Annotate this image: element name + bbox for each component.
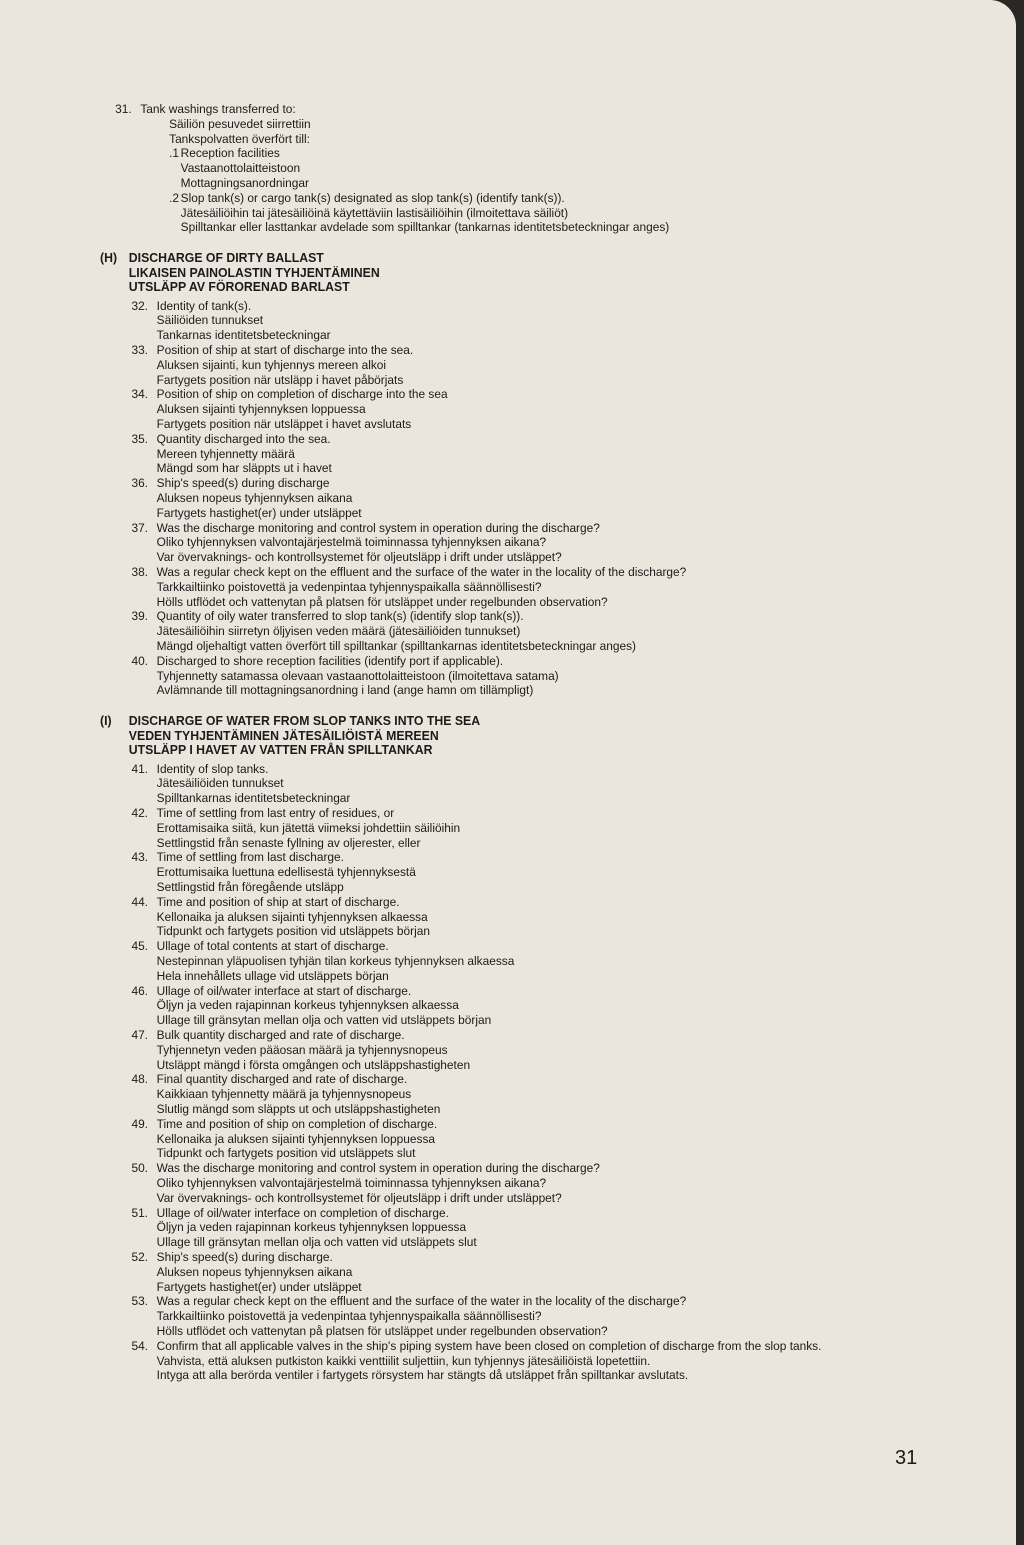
subitem-2 [169,191,858,235]
entry-line-fi: Säiliön pesuvedet siirrettiin [169,116,311,131]
entry-line-fi: Tarkkailtiinko poistovettä ja vedenpintaa tyhjennyspaikalla säännöllisesti? [156,579,542,594]
entry-line-fi: Mereen tyhjennetty määrä [156,446,295,461]
entry-line-en: Position of ship on completion of discharge into the sea [156,387,448,402]
entry-line-sv: Ullage till gränsytan mellan olja och vatten vid utsläppets början [156,1013,492,1028]
entry-item [129,984,859,1028]
entry-item [129,939,859,983]
entry-line-sv: Var övervaknings- och kontrollsystemet för oljeutsläpp i drift under utsläppet? [156,1190,562,1205]
entry-item [129,565,859,609]
entry-line-fi: Jätesäiliöiden tunnukset [156,776,284,791]
entry-line-sv: Tidpunkt och fartygets position vid utsläppets början [156,924,430,939]
entry-line-sv: Avlämnande till mottagningsanordning i land (ange hamn om tillämpligt) [156,683,534,698]
entry-line-fi: Vahvista, että aluksen putkiston kaikki venttiilit suljettiin, kun tyhjennys jätesäiliöistä lopetettiin. [156,1353,651,1368]
entry-item [129,895,859,939]
entry-line-sv: Fartygets position när utsläppet i havet avslutats [156,417,412,432]
subitem-line-fi: Vastaanottolaitteistoon [180,161,301,176]
entry-line-sv: Tankarnas identitetsbeteckningar [156,328,331,343]
entry-number: 35. [131,431,148,446]
section-title-en: DISCHARGE OF DIRTY BALLAST [128,250,324,266]
entry-item [129,1117,859,1161]
subitem-line-fi: Jätesäiliöihin tai jätesäiliöinä käytettäviin lastisäiliöihin (ilmoitettava säiliöt) [180,205,569,220]
entry-line-en: Identity of slop tanks. [156,761,269,776]
entry-line-fi: Tyhjennetyn veden pääosan määrä ja tyhjennysnopeus [156,1042,448,1057]
entry-line-sv: Fartygets hastighet(er) under utsläppet [156,1279,362,1294]
entry-number: 34. [131,387,148,402]
entry-line-fi: Säiliöiden tunnukset [156,313,264,328]
entry-line-fi: Oliko tyhjennyksen valvontajärjestelmä toiminnassa tyhjennyksen aikana? [156,1176,547,1190]
entry-line-en: Was the discharge monitoring and control system in operation during the discharge? [156,1161,600,1176]
entry-line-fi: Tarkkailtiinko poistovettä ja vedenpintaa tyhjennyspaikalla säännöllisesti? [156,1309,542,1324]
entry-line-fi: Öljyn ja veden rajapinnan korkeus tyhjennyksen alkaessa [156,998,459,1013]
entry-line-sv: Intyga att alla berörda ventiler i fartygets rörsystem har stängts då utsläppet från spilltankar avslutats. [156,1368,689,1383]
entry-line-en: Bulk quantity discharged and rate of discharge. [156,1028,405,1043]
entry-line-en: Identity of tank(s). [156,298,252,313]
entry-line-fi: Jätesäiliöihin siirretyn öljyisen veden määrä (jätesäiliöiden tunnukset) [156,624,521,639]
entry-item [129,299,859,343]
entry-item [129,762,859,806]
entry-number: 37. [131,520,148,535]
entry-number: 53. [131,1294,148,1309]
entry-item [129,1206,859,1250]
entry-line-sv: Ullage till gränsytan mellan olja och vatten vid utsläppets slut [156,1235,477,1250]
entry-number: 43. [131,850,148,865]
entry-number: 46. [131,983,148,998]
entry-line-sv: Utsläppt mängd i första omgången och utsläppshastigheten [156,1057,471,1072]
entry-number: 50. [131,1161,148,1176]
subitem-number: .2 [169,190,180,205]
entry-item [129,521,859,565]
entry-item [129,1250,859,1294]
entry-item [129,476,859,520]
entry-line-sv: Var övervaknings- och kontrollsystemet för oljeutsläpp i drift under utsläppet? [156,550,562,565]
section-title-en: DISCHARGE OF WATER FROM SLOP TANKS INTO THE SEA [128,713,481,729]
entry-line-sv: Mängd som har släppts ut i havet [156,461,332,476]
entry-line-fi: Erottumisaika luettuna edellisestä tyhjennyksestä [156,865,416,880]
entry-line-fi: Aluksen sijainti tyhjennyksen loppuessa [156,402,366,417]
entry-line-en: Quantity discharged into the sea. [156,431,331,446]
entry-number: 54. [131,1338,148,1353]
entry-number: 40. [131,653,148,668]
entry-line-sv: Settlingstid från föregående utsläpp [156,880,344,895]
entry-number: 49. [131,1116,148,1131]
entry-line-en: Ullage of oil/water interface on completion of discharge. [156,1205,449,1220]
entry-line-en: Tank washings transferred to: [140,102,296,116]
entry-line-sv: Tankspolvatten överfört till: [169,131,310,146]
entry-line-en: Time and position of ship at start of discharge. [156,894,400,909]
section-h-items [100,299,858,699]
entry-item [129,1339,859,1383]
entry-line-fi: Kellonaika ja aluksen sijainti tyhjennyksen loppuessa [156,1131,436,1146]
subitem-line-sv: Spilltankar eller lasttankar avdelade som spilltankar (tankarnas identitetsbeteckningar anges) [180,220,670,235]
entry-number: 45. [131,939,148,954]
entry-line-en: Ullage of total contents at start of discharge. [156,939,389,954]
subitem-line-en: Reception facilities [180,146,280,161]
section-title-sv: UTSLÄPP I HAVET AV VATTEN FRÅN SPILLTANKAR [128,742,433,758]
entry-item [129,609,859,653]
entry-line-sv: Hela innehållets ullage vid utsläppets början [156,968,389,983]
entry-line-en: Quantity of oily water transferred to slop tank(s) (identify slop tank(s)). [156,609,524,624]
section-i-items [100,762,858,1383]
entry-line-fi: Öljyn ja veden rajapinnan korkeus tyhjennyksen loppuessa [156,1220,467,1235]
entry-line-en: Position of ship at start of discharge into the sea. [156,343,414,358]
entry-line-en: Discharged to shore reception facilities (identify port if applicable). [156,653,504,668]
entry-item [129,654,859,698]
entry-line-sv: Fartygets hastighet(er) under utsläppet [156,505,362,520]
section-title-sv: UTSLÄPP AV FÖRORENAD BARLAST [128,279,350,295]
entry-item [129,806,859,850]
entry-item [129,850,859,894]
entry-line-en: Ship's speed(s) during discharge. [156,1249,333,1264]
section-title-fi: LIKAISEN PAINOLASTIN TYHJENTÄMINEN [128,264,380,280]
entry-line-sv: Spilltankarnas identitetsbeteckningar [156,791,351,806]
entry-item [129,1294,859,1338]
entry-number: 42. [131,806,148,821]
entry-line-en: Final quantity discharged and rate of discharge. [156,1072,408,1087]
entry-number: 47. [131,1028,148,1043]
section-heading [100,251,858,295]
entry-line-en: Confirm that all applicable valves in the ship's piping system have been closed on completion of discharge from the slop tanks. [156,1338,822,1353]
entry-item [129,1072,859,1116]
section-letter: (I) [100,713,112,729]
entry-number: 41. [131,761,148,776]
entry-number: 52. [131,1249,148,1264]
entry-item [129,432,859,476]
page-content [100,102,858,1383]
entry-line-fi: Tyhjennetty satamassa olevaan vastaanottolaitteistoon (ilmoitettava satama) [156,668,559,683]
entry-item [129,1028,859,1072]
entry-number: 48. [131,1072,148,1087]
entry-line-en: Was the discharge monitoring and control system in operation during the discharge? [156,520,600,535]
subitem-line-en: Slop tank(s) or cargo tank(s) designated as slop tank(s) (identify tank(s)). [180,190,565,205]
entry-line-en: Time of settling from last discharge. [156,850,344,865]
entry-number: 39. [131,609,148,624]
entry-line-sv: Hölls utflödet och vattenytan på platsen för utsläppet under regelbunden observation? [156,594,608,609]
page-number: 31 [895,1447,918,1469]
entry-number: 33. [131,343,148,358]
entry-line-fi: Aluksen nopeus tyhjennyksen aikana [156,491,353,506]
entry-number: 32. [131,298,148,313]
entry-number: 44. [131,894,148,909]
entry-line-en: Ship's speed(s) during discharge [156,476,330,491]
entry-number: 36. [131,476,148,491]
entry-line-sv: Tidpunkt och fartygets position vid utsläppets slut [156,1146,416,1161]
entry-line-en: Was a regular check kept on the effluent and the surface of the water in the locality of the discharge? [156,1294,687,1309]
entry-line-fi: Erottamisaika siitä, kun jätettä viimeksi johdettiin säiliöihin [156,820,461,835]
entry-line-fi: Kellonaika ja aluksen sijainti tyhjennyksen alkaessa [156,909,428,924]
subitem-line-sv: Mottagningsanordningar [180,175,309,190]
entry-line-sv: Mängd oljehaltigt vatten överfört till spilltankar (spilltankarnas identitetsbeteckningar anges) [156,639,637,653]
entry-number: 51. [131,1205,148,1220]
entry-line-sv: Slutlig mängd som släppts ut och utsläppshastigheten [156,1102,441,1117]
entry-line-fi: Nestepinnan yläpuolisen tyhjän tilan korkeus tyhjennyksen alkaessa [156,954,515,969]
entry-item [129,1161,859,1205]
entry-line-fi: Aluksen nopeus tyhjennyksen aikana [156,1264,353,1279]
entry-line-fi: Kaikkiaan tyhjennetty määrä ja tyhjennysnopeus [156,1087,412,1102]
entry-number: 31. [115,102,132,116]
entry-line-sv: Fartygets position när utsläpp i havet påbörjats [156,372,404,387]
entry-item [129,387,859,431]
section-title-fi: VEDEN TYHJENTÄMINEN JÄTESÄILIÖISTÄ MEREEN [128,727,439,743]
subitem-1 [169,146,858,190]
entry-line-sv: Hölls utflödet och vattenytan på platsen för utsläppet under regelbunden observation? [156,1323,608,1338]
entry-line-fi: Oliko tyhjennyksen valvontajärjestelmä toiminnassa tyhjennyksen aikana? [156,535,547,550]
section-letter: (H) [100,250,118,266]
section-h [100,251,858,698]
entry-item [129,343,859,387]
entry-line-fi: Aluksen sijainti, kun tyhjennys mereen alkoi [156,357,387,372]
entry-line-en: Ullage of oil/water interface at start of discharge. [156,983,412,998]
entry-number: 38. [131,565,148,580]
entry-item-31 [100,102,858,235]
section-i [100,714,858,1383]
entry-line-en: Was a regular check kept on the effluent and the surface of the water in the locality of the discharge? [156,565,687,580]
entry-line-en: Time of settling from last entry of residues, or [156,806,395,821]
entry-line-sv: Settlingstid från senaste fyllning av oljerester, eller [156,835,421,850]
entry-line-en: Time and position of ship on completion of discharge. [156,1116,438,1131]
subitem-number: .1 [169,146,180,161]
section-heading [100,714,858,758]
